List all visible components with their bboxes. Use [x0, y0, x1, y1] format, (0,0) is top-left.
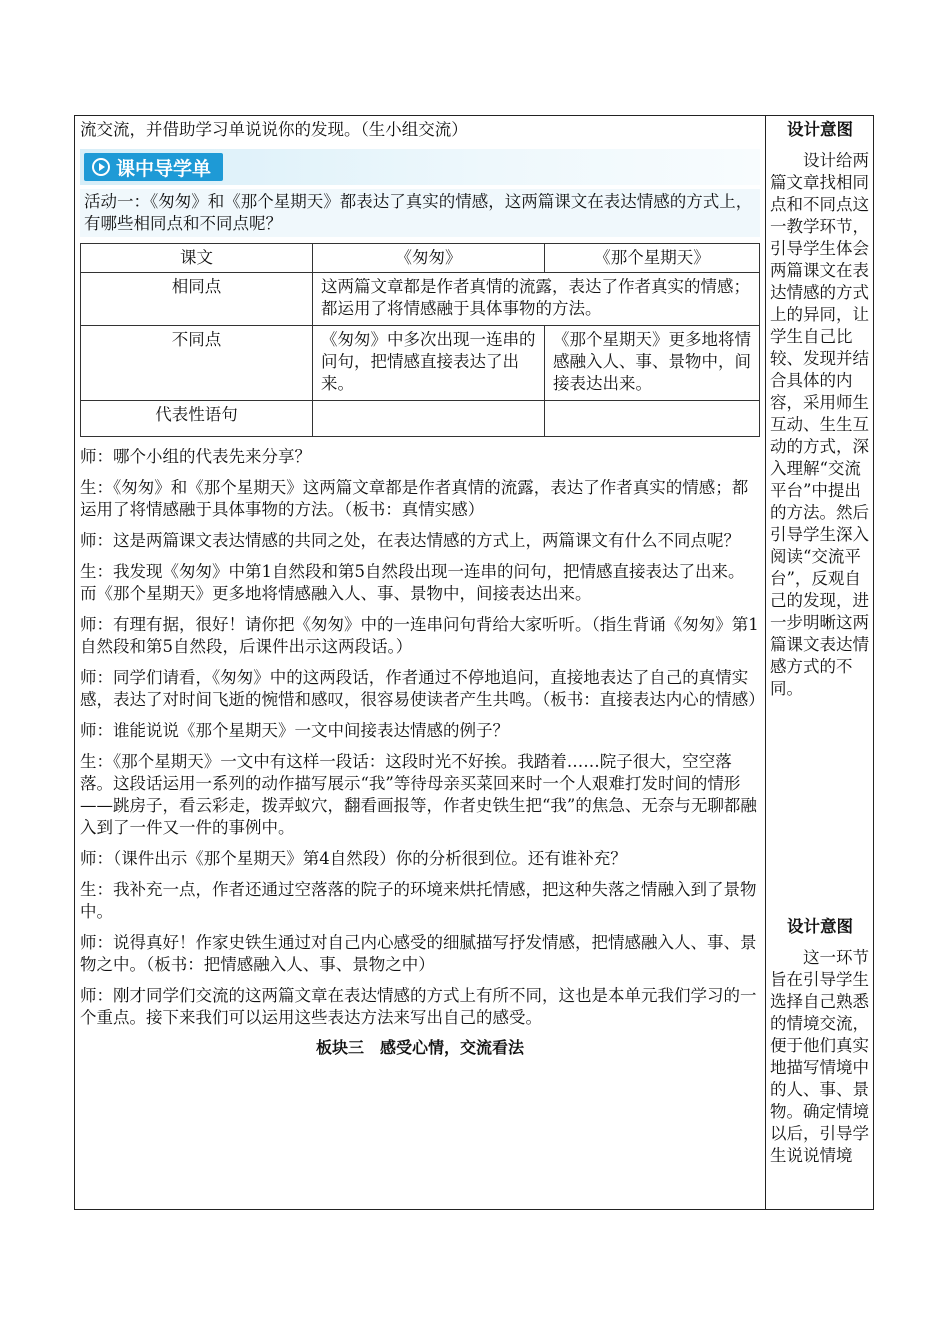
section-title: 板块三 感受心情，交流看法: [315, 1038, 524, 1057]
comparison-table: [80, 243, 760, 437]
side-column: [770, 116, 870, 1165]
design-intent-2: [770, 916, 870, 1167]
dialogue-paragraph: 师：刚才同学们交流的这两篇文章在表达情感的方式上有所不同，这也是本单元我们学习的一个重点。接下来我们可以运用这些表达方法来写出自己的感受。: [80, 986, 757, 1027]
row-label: 代表性语句: [81, 401, 313, 437]
header-cell: 《匆匆》: [313, 244, 545, 273]
table-header-row: [81, 244, 760, 273]
header-cell: 课文: [81, 244, 313, 273]
dialogue-paragraph: 师：哪个小组的代表先来分享？: [80, 447, 311, 466]
activity-text: 活动一：《匆匆》和《那个星期天》都表达了真实的情感，这两篇课文在表达情感的方式上，有哪些相同点和不同点呢？: [84, 192, 753, 233]
dialogue-paragraph: 师：同学们请看，《匆匆》中的这两段话，作者通过不停地追问，直接地表达了自己的真情实感，表达了对时间飞逝的惋惜和感叹，很容易使读者产生共鸣。（板书：直接表达内心的情感）: [80, 668, 765, 709]
dialogue-paragraph: 生：我补充一点，作者还通过空落落的院子的环境来烘托情感，把这种失落之情融入到了景物中。: [80, 880, 757, 921]
row-label: 不同点: [81, 326, 313, 401]
table-row: [81, 326, 760, 401]
dialogue-paragraph: 生：《那个星期天》一文中有这样一段话：这段时光不好挨。我踏着……院子很大，空空落落。这段话运用一系列的动作描写展示“我”等待母亲买菜回来时一个人艰难打发时间的情形——跳房子，看云彩走，拨弄蚁穴，翻看画报等，作者史铁生把“我”的焦急、无奈与无聊都融入到了一件又一件的事例中。: [80, 752, 757, 837]
header-cell: 《那个星期天》: [545, 244, 760, 273]
dialogue-paragraph: 师：有理有据，很好！请你把《匆匆》中的一连串问句背给大家听听。（指生背诵《匆匆》第1自然段和第5自然段，后课件出示这两段话。）: [80, 615, 759, 656]
table-cell: [545, 401, 760, 437]
row-label: 相同点: [81, 273, 313, 326]
table-row: [81, 273, 760, 326]
intro-line: 流交流，并借助学习单说说你的发现。（生小组交流）: [80, 120, 468, 139]
table-cell: [313, 401, 545, 437]
table-row: [81, 401, 760, 437]
design-intent-title: 设计意图: [787, 917, 853, 936]
table-cell: 《匆匆》中多次出现一连串的问句，把情感直接表达了出来。: [313, 326, 545, 401]
dialogue-paragraph: 生：《匆匆》和《那个星期天》这两篇文章都是作者真情的流露，表达了作者真实的情感；都运用了将情感融于具体事物的方法。（板书：真情实感）: [80, 478, 749, 519]
dialogue-paragraph: 师：（课件出示《那个星期天》第4自然段）你的分析很到位。还有谁补充？: [80, 849, 627, 868]
dialogue-paragraph: 生：我发现《匆匆》中第1自然段和第5自然段出现一连串的问句，把情感直接表达了出来。而《那个星期天》更多地将情感融入人、事、景物中，间接表达出来。: [80, 562, 745, 603]
activity-prompt: [80, 189, 760, 237]
design-intent-1: [770, 116, 870, 700]
table-cell: 这两篇文章都是作者真情的流露，表达了作者真实的情感；都运用了将情感融于具体事物的方法。: [313, 273, 760, 326]
table-cell: 《那个星期天》更多地将情感融入人、事、景物中，间接表达出来。: [545, 326, 760, 401]
design-intent-title: 设计意图: [787, 120, 853, 139]
guide-banner: [80, 149, 760, 185]
main-column: [80, 116, 765, 1059]
dialogue-paragraph: 师：谁能说说《那个星期天》一文中间接表达情感的例子？: [80, 721, 509, 740]
dialogue-paragraph: 师：这是两篇课文表达情感的共同之处，在表达情感的方式上，两篇课文有什么不同点呢？: [80, 531, 740, 550]
design-intent-text: 这一环节旨在引导学生选择自己熟悉的情境交流，便于他们真实地描写情境中的人、事、景物。确定情境以后，引导学生说说情境: [770, 948, 869, 1165]
play-circle-icon: [92, 158, 110, 176]
banner-tag: [84, 153, 223, 181]
banner-label: 课中导学单: [116, 157, 212, 180]
dialogue-paragraph: 师：说得真好！作家史铁生通过对自己内心感受的细腻描写抒发情感，把情感融入人、事、景物之中。（板书：把情感融入人、事、景物之中）: [80, 933, 757, 974]
column-divider: [765, 115, 766, 1210]
design-intent-text: 设计给两篇文章找相同点和不同点这一教学环节，引导学生体会两篇课文在表达情感的方式上的异同，让学生自己比较、发现并结合具体的内容，采用师生互动、生生互动的方式，深入理解“交流平台”中提出的方法。然后引导学生深入阅读“交流平台”，反观自己的发现，进一步明晰这两篇课文表达情感方式的不同。: [770, 151, 869, 698]
